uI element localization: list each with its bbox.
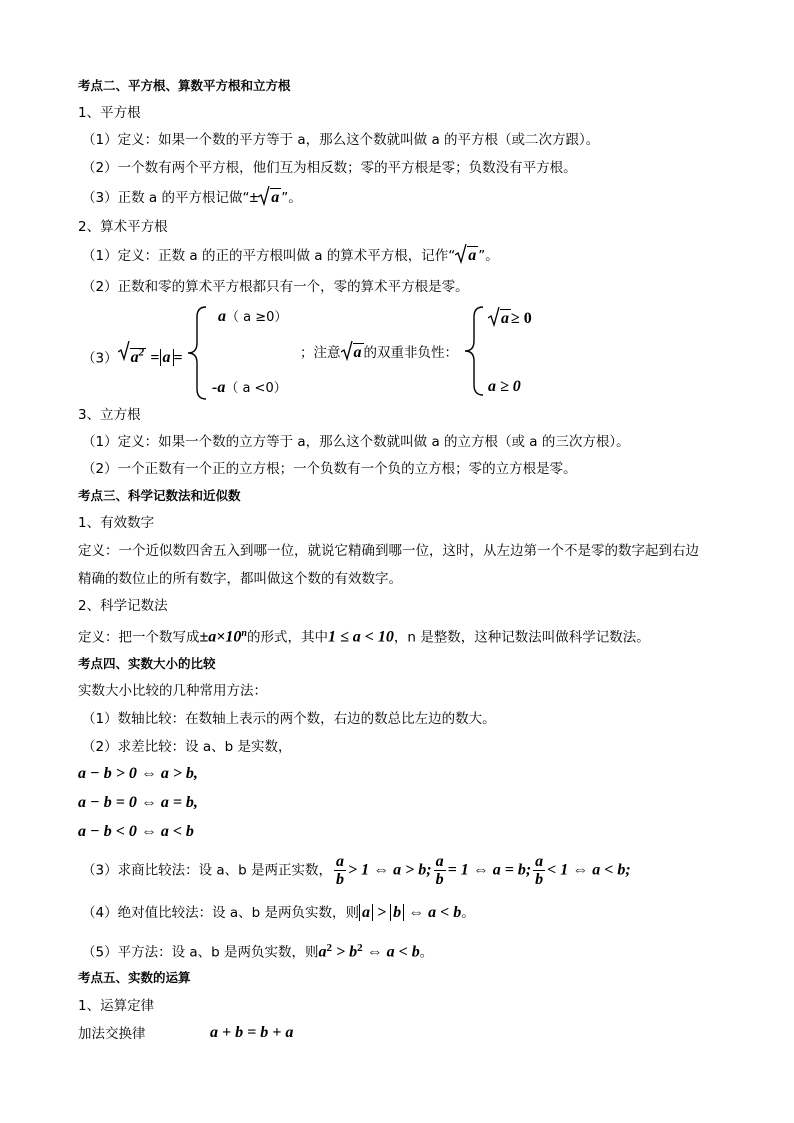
- condition-a-nonneg: a ≥ 0: [488, 378, 521, 395]
- property-line: （2）正数和零的算术平方根都只有一个，零的算术平方根是零。: [82, 279, 469, 295]
- method-difference: （2）求差比较：设 a、b 是实数，: [82, 739, 292, 755]
- sqrt-symbol: a: [488, 310, 511, 328]
- definition-line: 定义：一个近似数四舍五入到哪一位，就说它精确到哪一位，这时，从左边第一个不是零的数字起到右边: [78, 543, 699, 559]
- sqrt-symbol: $a^2$: [118, 344, 147, 367]
- section-title-4: 考点四、实数大小的比较: [78, 656, 216, 671]
- subheading-significant-figures: 1、有效数字: [78, 515, 155, 531]
- notation-line: （3）正数 a 的平方根记做“± a ”。: [82, 189, 302, 207]
- piecewise-formula: （3） $a^2 = a$ =: [82, 344, 183, 367]
- definition-line-cont: 精确的数位止的所有数字，都叫做这个数的有效数字。: [78, 571, 402, 587]
- formula-diff-zero: a − b = 0 ⇔ a = b,: [78, 794, 198, 811]
- non-negativity-note: ；注意 a 的双重非负性：: [300, 344, 458, 362]
- formula-diff-negative: a − b < 0 ⇔ a < b: [78, 823, 194, 840]
- subheading-arithmetic-root: 2、算术平方根: [78, 219, 168, 235]
- law-name: 加法交换律: [78, 1026, 146, 1042]
- method-square: （5）平方法：设 a、b 是两负实数，则$a^2 > b^2$ ⇔ a < b。: [82, 942, 434, 961]
- property-line: （2）一个数有两个平方根，他们互为相反数；零的平方根是零；负数没有平方根。: [82, 160, 577, 176]
- subheading-scientific-notation: 2、科学记数法: [78, 598, 168, 614]
- fraction: $\frac{a}{b}$: [535, 853, 544, 888]
- absolute-value: a: [160, 349, 174, 366]
- definition-line: （1）定义：正数 a 的正的平方根叫做 a 的算术平方根，记作“ a ”。: [82, 247, 499, 265]
- sqrt-symbol: a: [258, 189, 281, 207]
- case-negative: -a（ a <0）: [212, 379, 287, 396]
- method-number-line: （1）数轴比较：在数轴上表示的两个数，右边的数总比左边的数大。: [82, 711, 496, 727]
- right-brace-icon: [463, 305, 485, 397]
- intro-line: 实数大小比较的几种常用方法：: [78, 683, 267, 699]
- case-positive: a（ a ≥0）: [218, 308, 288, 325]
- sqrt-symbol: a: [341, 344, 364, 362]
- section-title-2: 考点二、平方根、算数平方根和立方根: [78, 78, 291, 93]
- fraction: $\frac{a}{b}$: [336, 853, 345, 888]
- sqrt-symbol: a: [455, 247, 478, 265]
- section-title-3: 考点三、科学记数法和近似数: [78, 488, 241, 503]
- definition-line: （1）定义：如果一个数的平方等于 a，那么这个数就叫做 a 的平方根（或二次方跟）。: [82, 132, 600, 148]
- fraction: $\frac{a}{b}$: [435, 853, 444, 888]
- method-quotient: （3）求商比较法：设 a、b 是两正实数， $\frac{a}{b}$ > 1 ⇔ a > b; $\frac{a}{b}$ = 1 ⇔ a = b; $\frac{a}{b}$ < 1 ⇔ a < b;: [82, 853, 631, 888]
- method-absolute: （4）绝对值比较法：设 a、b 是两负实数，则 a > b ⇔ a < b。: [82, 904, 475, 921]
- subheading-square-root: 1、平方根: [78, 105, 141, 121]
- left-brace-icon: [186, 305, 208, 401]
- condition-sqrt-nonneg: a ≥ 0: [488, 310, 532, 328]
- definition-line: 定义：把一个数写成$\pm a\times 10^n$的形式，其中1 ≤ a < 10，n 是整数，这种记数法叫做科学记数法。: [78, 628, 650, 646]
- section-title-5: 考点五、实数的运算: [78, 970, 191, 985]
- subheading-operation-laws: 1、运算定律: [78, 998, 155, 1014]
- law-formula: a + b = b + a: [210, 1024, 294, 1041]
- subheading-cube-root: 3、立方根: [78, 407, 141, 423]
- formula-diff-positive: a − b > 0 ⇔ a > b,: [78, 765, 198, 782]
- property-line: （2）一个正数有一个正的立方根；一个负数有一个负的立方根；零的立方根是零。: [82, 461, 577, 477]
- definition-line: （1）定义：如果一个数的立方等于 a，那么这个数就叫做 a 的立方根（或 a 的三次方根）。: [82, 434, 630, 450]
